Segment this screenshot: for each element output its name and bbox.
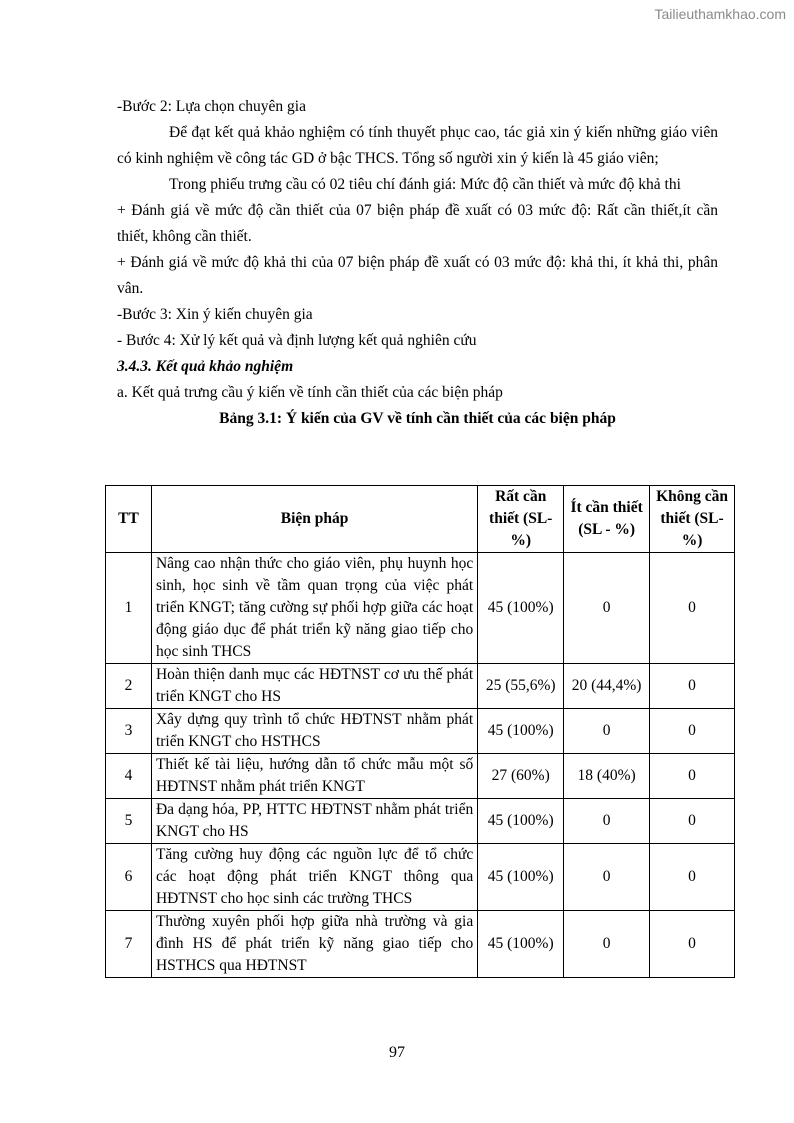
row-measure: Xây dựng quy trình tổ chức HĐTNST nhằm phát triển KNGT cho HSTHCS xyxy=(151,709,477,754)
row-tt: 4 xyxy=(106,754,152,799)
row-very-necessary: 25 (55,6%) xyxy=(478,664,564,709)
header-less-necessary: Ít cần thiết (SL - %) xyxy=(564,486,650,553)
row-not-necessary: 0 xyxy=(650,754,735,799)
step4-line: - Bước 4: Xử lý kết quả và định lượng kết quả nghiên cứu xyxy=(117,332,477,349)
row-very-necessary: 45 (100%) xyxy=(478,709,564,754)
row-less-necessary: 0 xyxy=(564,799,650,844)
row-very-necessary: 45 (100%) xyxy=(478,799,564,844)
row-very-necessary: 45 (100%) xyxy=(478,911,564,978)
row-less-necessary: 20 (44,4%) xyxy=(564,664,650,709)
header-very-necessary: Rất cần thiết (SL-%) xyxy=(478,486,564,553)
row-measure: Tăng cường huy động các nguồn lực để tổ chức các hoạt động phát triển KNGT thông qua HĐTNST cho học sinh các trường THCS xyxy=(151,844,477,911)
page-number: 97 xyxy=(389,1044,405,1061)
row-measure: Hoàn thiện danh mục các HĐTNST cơ ưu thế phát triển KNGT cho HS xyxy=(151,664,477,709)
row-not-necessary: 0 xyxy=(650,553,735,664)
row-less-necessary: 0 xyxy=(564,844,650,911)
row-very-necessary: 27 (60%) xyxy=(478,754,564,799)
row-not-necessary: 0 xyxy=(650,709,735,754)
row-not-necessary: 0 xyxy=(650,844,735,911)
section-heading: 3.4.3. Kết quả khảo nghiệm xyxy=(117,358,294,375)
row-less-necessary: 0 xyxy=(564,911,650,978)
table-row xyxy=(106,844,735,911)
table-row xyxy=(106,664,735,709)
row-very-necessary: 45 (100%) xyxy=(478,553,564,664)
table-header-row xyxy=(106,486,735,553)
table-row xyxy=(106,553,735,664)
table-row xyxy=(106,799,735,844)
row-measure: Thường xuyên phối hợp giữa nhà trường và gia đình HS để phát triển kỹ năng giao tiếp cho HSTHCS qua HĐTNST xyxy=(151,911,477,978)
table-row xyxy=(106,911,735,978)
row-measure: Nâng cao nhận thức cho giáo viên, phụ huynh học sinh, học sinh về tầm quan trọng của việc phát triển KNGT; tăng cường sự phối hợp giữa các hoạt động giáo dục để phát triển kỹ năng giao tiếp cho học sinh THCS xyxy=(151,553,477,664)
row-very-necessary: 45 (100%) xyxy=(478,844,564,911)
table-row xyxy=(106,754,735,799)
row-tt: 6 xyxy=(106,844,152,911)
row-tt: 3 xyxy=(106,709,152,754)
row-measure: Thiết kế tài liệu, hướng dẫn tổ chức mẫu một số HĐTNST nhằm phát triển KNGT xyxy=(151,754,477,799)
row-less-necessary: 0 xyxy=(564,553,650,664)
feasibility-paragraph: + Đánh giá về mức độ khả thi của 07 biện pháp đề xuất có 03 mức độ: khả thi, ít khả thi, phân vân. xyxy=(117,254,718,297)
criteria-paragraph: Trong phiếu trưng cầu có 02 tiêu chí đánh giá: Mức độ cần thiết và mức độ khả thi xyxy=(169,176,681,193)
row-tt: 7 xyxy=(106,911,152,978)
necessity-table xyxy=(105,485,735,978)
step2-line: -Bước 2: Lựa chọn chuyên gia xyxy=(117,98,306,115)
table-caption: Bảng 3.1: Ý kiến của GV về tính cần thiết của các biện pháp xyxy=(219,410,616,427)
step2-detail-paragraph: Để đạt kết quả khảo nghiệm có tính thuyết phục cao, tác giả xin ý kiến những giáo viên có kinh nghiệm về công tác GD ở bậc THCS. Tổng số người xin ý kiến là 45 giáo viên; xyxy=(117,124,718,167)
header-measure: Biện pháp xyxy=(151,486,477,553)
subsection-line: a. Kết quả trưng cầu ý kiến về tính cần thiết của các biện pháp xyxy=(117,384,503,401)
row-not-necessary: 0 xyxy=(650,911,735,978)
row-tt: 1 xyxy=(106,553,152,664)
header-not-necessary: Không cần thiết (SL- %) xyxy=(650,486,735,553)
step3-line: -Bước 3: Xin ý kiến chuyên gia xyxy=(117,306,313,323)
row-tt: 5 xyxy=(106,799,152,844)
row-not-necessary: 0 xyxy=(650,664,735,709)
watermark: Tailieuthamkhao.com xyxy=(654,6,786,22)
necessity-paragraph: + Đánh giá về mức độ cần thiết của 07 biện pháp đề xuất có 03 mức độ: Rất cần thiết,ít cần thiết, không cần thiết. xyxy=(117,202,718,245)
row-measure: Đa dạng hóa, PP, HTTC HĐTNST nhằm phát triển KNGT cho HS xyxy=(151,799,477,844)
row-less-necessary: 18 (40%) xyxy=(564,754,650,799)
row-less-necessary: 0 xyxy=(564,709,650,754)
page-body xyxy=(117,94,718,432)
row-not-necessary: 0 xyxy=(650,799,735,844)
header-tt: TT xyxy=(106,486,152,553)
table-row xyxy=(106,709,735,754)
row-tt: 2 xyxy=(106,664,152,709)
